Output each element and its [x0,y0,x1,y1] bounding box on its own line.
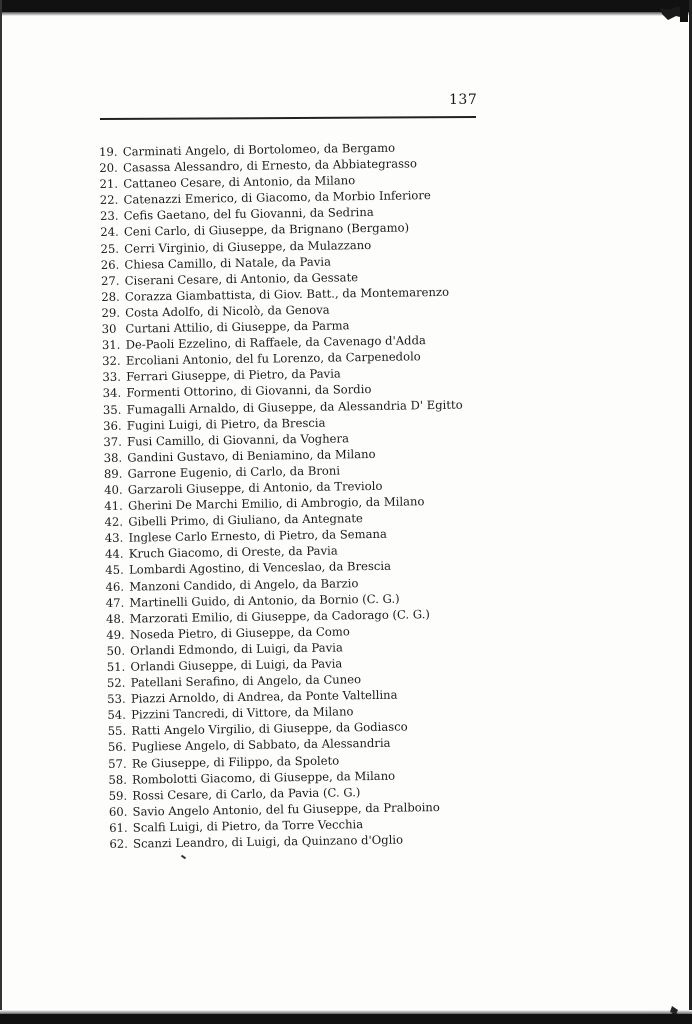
list-item-number: 22. [99,193,119,208]
list-item-number: 57. [108,756,127,771]
list-item-text: Formenti Ottorino, di Giovanni, da Sordio [126,382,372,401]
list-item-number: 31. [101,337,121,353]
list-item-text: Martinelli Guido, di Antonio, da Bornio (C. G.) [129,591,400,610]
list-item-text: Cattaneo Cesare, di Antonio, da Milano [123,173,356,191]
list-item-number: 51. [106,659,126,674]
list-item-text: Ciserani Cesare, di Antonio, da Gessate [124,269,359,288]
list-item-number: 27. [100,273,120,288]
list-item-text: Re Giuseppe, di Filippo, da Spoleto [131,753,340,771]
list-item-text: Gandini Gustavo, di Beniamino, da Milano [127,446,376,465]
list-item-text: Scalfi Luigi, di Pietro, da Torre Vecchia [132,817,364,835]
list-item-number: 38. [103,450,123,465]
list-item-number: 55. [107,724,127,739]
list-item-text: Rossi Cesare, di Carlo, da Pavia (C. G.) [132,784,361,803]
list-item-number: 59. [108,788,128,803]
list-item-text: Ferrari Giuseppe, di Pietro, da Pavia [126,366,341,384]
list-item-number: 48. [105,611,125,626]
list-item-text: Orlandi Edmondo, di Luigi, da Pavia [130,640,343,658]
list-item-number: 19. [99,144,118,159]
list-item-number: 32. [102,353,121,369]
list-item-number: 29. [101,305,121,320]
list-item-text: Catenazzi Emerico, di Giacomo, da Morbio Inferiore [123,188,431,207]
list-item-text: Savio Angelo Antonio, del fu Giuseppe, da Pralboino [132,799,440,819]
list-item-text: Scanzi Leandro, di Luigi, da Quinzano d'Oglio [132,832,404,851]
list-item-number: 23. [99,209,119,224]
list-item-text: Ceni Carlo, di Giuseppe, da Brignano (Bergamo) [123,220,410,240]
list-item-text: Noseda Pietro, di Giuseppe, da Como [129,624,350,642]
list-item-number: 35. [102,402,122,417]
list-item-text: Kruch Giacomo, di Oreste, da Pavia [128,543,338,561]
list-item-number: 60. [108,804,128,819]
list-item-text: Inglese Carlo Ernesto, di Pietro, da Semana [128,527,387,545]
list-item-text: Cerri Virginio, di Giuseppe, da Mulazzano [124,237,372,256]
list-item-number: 28. [101,289,120,304]
list-item-text: Carminati Angelo, di Bortolomeo, da Bergamo [122,140,396,159]
list-item-text: Corazza Giambattista, di Giov. Batt., da Montemarenzo [124,284,450,304]
list-item-text: Ratti Angelo Virgilio, di Giuseppe, da Godiasco [131,719,408,738]
list-item-number: 56. [107,740,127,755]
list-item-number: 42. [104,514,124,530]
list-item-number: 21. [99,176,119,192]
list-item-text: Fusi Camillo, di Giovanni, da Voghera [126,431,350,449]
list-item-text: Manzoni Candido, di Angelo, da Barzio [129,575,359,594]
list-item-number: 61. [109,820,128,835]
list-item-number: 41. [104,498,123,514]
list-item-text: Patellani Serafino, di Angelo, da Cuneo [130,672,362,690]
list-item-text: Casassa Alessandro, di Ernesto, da Abbiategrasso [122,156,418,175]
list-item-text: Garrone Eugenio, di Carlo, da Broni [127,463,341,481]
list-item-text: Rombolotti Giacomo, di Giuseppe, da Milano [132,768,396,787]
list-item-text: De-Paoli Ezzelino, di Raffaele, da Cavenago d'Adda [125,333,426,352]
list-item-text: Costa Adolfo, di Nicolò, da Genova [125,302,330,320]
list-item-number: 33. [102,370,122,385]
list-item-text: Marzorati Emilio, di Giuseppe, da Cadorago (C. G.) [129,606,430,626]
list-item-number: 52. [106,675,126,691]
list-item-number: 36. [103,418,122,433]
list-item-text: Lombardi Agostino, di Venceslao, da Brescia [128,559,392,578]
list-item-number: 26. [100,257,120,272]
list-item-number: 37. [103,434,122,449]
list-item-number: 46. [105,579,125,594]
list-item-text: Curtani Attilio, di Giuseppe, da Parma [125,318,350,336]
list-item-number: 50. [106,643,126,658]
list-item-number: 24. [100,225,119,240]
list-item-text: Cefis Gaetano, del fu Giovanni, da Sedrina [123,205,374,224]
list-item-number: 34. [102,386,122,401]
list-item-number: 45. [105,563,124,578]
scan-border-top [0,0,692,12]
list-item-number: 58. [108,772,127,787]
list-item-text: Fumagalli Arnaldo, di Giuseppe, da Alessandria D' Egitto [126,397,463,417]
list-item-number: 89. [103,466,123,481]
list-item-number: 44. [104,547,124,562]
list-item-text: Pizzini Tancredi, di Vittore, da Milano [131,704,354,722]
list-item-number: 40. [104,482,123,497]
list-item-number: 62. [109,836,128,851]
list-item-number: 49. [106,627,125,642]
list-item-number: 43. [104,530,124,546]
list-item-text: Ercoliani Antonio, del fu Lorenzo, da Carpenedolo [125,349,421,368]
name-list [99,138,489,852]
list-item-text: Orlandi Giuseppe, di Luigi, da Pavia [130,656,343,674]
list-item-text: Piazzi Arnoldo, di Andrea, da Ponte Valtellina [130,687,398,706]
list-item-text: Gibelli Primo, di Giuliano, da Antegnate [128,511,363,529]
scan-speck [181,855,186,860]
list-item-text: Garzaroli Giuseppe, di Antonio, da Treviolo [127,478,383,497]
header-rule [100,116,476,120]
scan-border-left [0,0,2,1024]
list-item-text: Gherini De Marchi Emilio, di Ambrogio, da Milano [127,494,425,513]
list-item-number: 54. [107,707,127,723]
list-item-number: 20. [99,160,118,176]
list-item-number: 30 [101,321,117,337]
scan-border-top-shadow [0,12,692,16]
scan-corner-mark-bottom-icon [648,1002,688,1022]
list-item-text: Pugliese Angelo, di Sabbato, da Alessandria [131,736,391,755]
list-item-number: 47. [105,595,125,610]
scan-border-bottom [0,1014,692,1024]
page-number: 137 [449,92,478,108]
list-item-number: 53. [107,691,126,707]
scan-corner-mark-icon [658,0,688,22]
list-item-number: 25. [100,241,120,256]
list-item-text: Fugini Luigi, di Pietro, da Brescia [126,415,326,433]
list-item-text: Chiesa Camillo, di Natale, da Pavia [124,254,332,272]
